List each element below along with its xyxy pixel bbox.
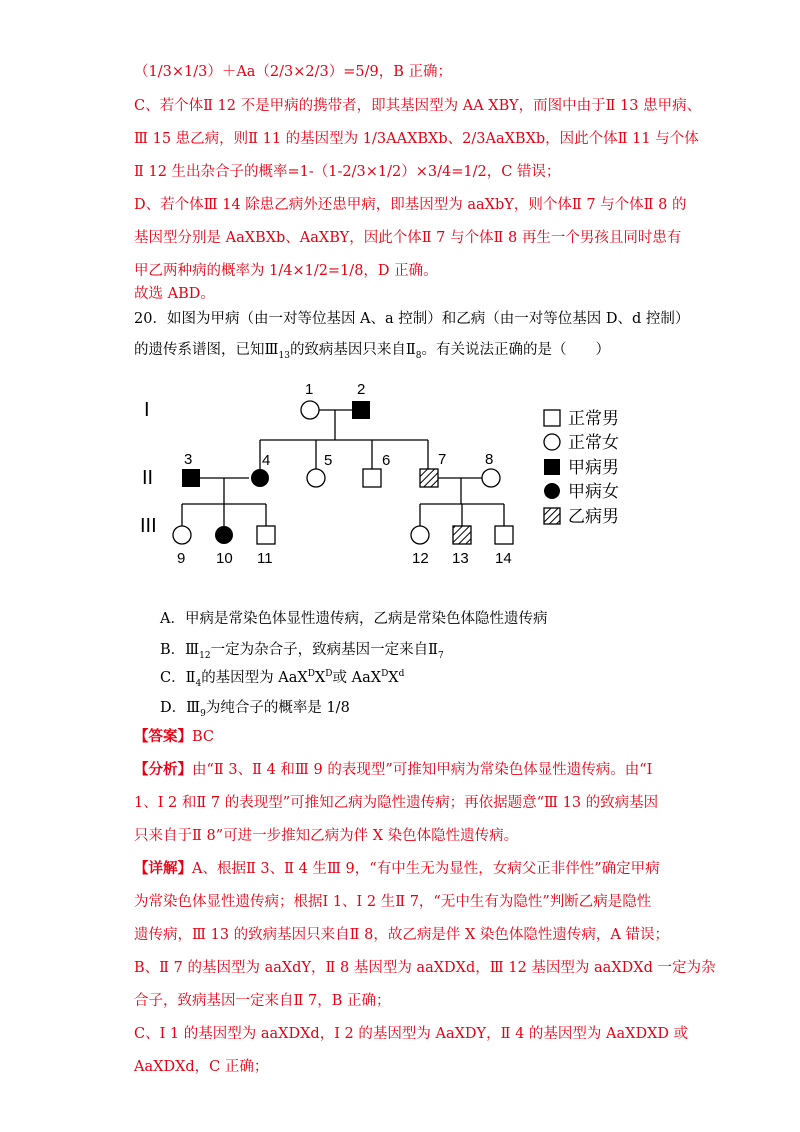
individual-label-1: 1 — [305, 381, 314, 398]
individual-8 — [482, 469, 500, 487]
option-c-sup-1: D — [307, 669, 315, 680]
detail-label: 【详解】 — [134, 860, 192, 877]
prev-solution-line-3: Ⅲ 15 患乙病，则Ⅱ 11 的基因型为 1/3AAXBXb、2/3AaXBXb，因此个体Ⅱ 11 与个体 — [134, 131, 699, 147]
pedigree-diagram — [134, 380, 654, 580]
legend-yi-male: 乙病男 — [568, 507, 619, 526]
prev-solution-line-2: C、若个体Ⅱ 12 不是甲病的携带者，即其基因型为 AA XBY，而图中由于Ⅱ 13 患甲病、 — [134, 98, 702, 114]
individual-5 — [307, 469, 325, 487]
option-c-mid: 的基因型为 AaX — [201, 670, 308, 686]
legend-normal-male-symbol — [544, 410, 560, 426]
legend-yi-male-symbol — [544, 508, 560, 524]
individual-label-5: 5 — [324, 452, 333, 469]
individual-label-6: 6 — [382, 452, 391, 469]
answer-label: 【答案】 — [134, 728, 192, 745]
individual-label-8: 8 — [485, 451, 494, 468]
analysis-text-1: 由“Ⅱ 3、Ⅱ 4 和Ⅲ 9 的表现型”可推知甲病为常染色体显性遗传病。由“Ⅰ — [192, 762, 653, 778]
individual-label-12: 12 — [412, 550, 429, 567]
individual-label-11: 11 — [257, 550, 273, 567]
individual-4 — [251, 469, 269, 487]
individual-13 — [453, 526, 471, 544]
analysis-label: 【分析】 — [134, 761, 192, 778]
option-d-post: 为纯合子的概率是 1/8 — [205, 700, 350, 716]
detail-line-7: AaXDXd，C 正确； — [134, 1059, 269, 1075]
prev-solution-line-1: （1/3×1/3）＋Aa（2/3×2/3）=5/9，B 正确； — [134, 64, 453, 80]
option-d — [160, 698, 350, 718]
individual-7 — [420, 469, 438, 487]
individual-label-14: 14 — [495, 550, 512, 567]
individual-6 — [363, 469, 381, 487]
detail-line-5: 合子，致病基因一定来自Ⅱ 7，B 正确； — [134, 993, 391, 1009]
option-d-sub: 9 — [200, 708, 206, 719]
question-stem-line-1 — [134, 309, 689, 329]
pedigree-lines — [182, 410, 504, 526]
question-stem-1: 如图为甲病（由一对等位基因 A、a 控制）和乙病（由一对等位基因 D、d 控制） — [166, 311, 690, 327]
detail-line-4: B、Ⅱ 7 的基因型为 aaXdY，Ⅱ 8 基因型为 aaXDXd，Ⅲ 12 基因型为 aaXDXd 一定为杂 — [134, 960, 716, 976]
option-c-pre: C．Ⅱ — [160, 670, 196, 686]
individual-9 — [173, 526, 191, 544]
answer-value: BC — [192, 729, 215, 745]
option-a: A．甲病是常染色体显性遗传病，乙病是常染色体隐性遗传病 — [160, 611, 548, 627]
gen-label-II: II — [142, 467, 154, 489]
answer-line — [134, 727, 214, 747]
legend-normal-female-symbol — [544, 434, 560, 450]
question-number: 20． — [134, 311, 167, 327]
option-b — [160, 640, 444, 660]
legend-jia-female: 甲病女 — [568, 482, 619, 501]
detail-line-3: 遗传病，Ⅲ 13 的致病基因只来自Ⅱ 8，故乙病是伴 X 染色体隐性遗传病，A 错误； — [134, 927, 669, 943]
option-c-sub: 4 — [195, 678, 202, 689]
option-d-pre: D．Ⅲ — [160, 700, 201, 716]
legend-jia-male: 甲病男 — [568, 458, 619, 477]
analysis-line-2: 1、Ⅰ 2 和Ⅱ 7 的表现型”可推知乙病为隐性遗传病；再依据题意“Ⅲ 13 的致病基因 — [134, 795, 659, 811]
detail-line-2: 为常染色体显性遗传病；根据Ⅰ 1、Ⅰ 2 生Ⅱ 7，“无中生有为隐性”判断乙病是隐性 — [134, 894, 652, 910]
individual-14 — [495, 526, 513, 544]
individual-label-2: 2 — [357, 381, 366, 398]
individual-label-10: 10 — [216, 550, 233, 567]
individual-label-7: 7 — [438, 451, 447, 468]
individual-1 — [301, 401, 319, 419]
legend-jia-female-symbol — [544, 483, 560, 499]
legend-normal-male: 正常男 — [568, 409, 619, 428]
question-stem-sub-1: 13 — [278, 350, 290, 361]
legend-normal-female: 正常女 — [568, 433, 619, 452]
prev-solution-line-8: 故选 ABD。 — [134, 286, 215, 302]
legend-jia-male-symbol — [544, 459, 560, 475]
prev-solution-line-4: Ⅱ 12 生出杂合子的概率=1-（1-2/3×1/2）×3/4=1/2，C 错误； — [134, 164, 561, 180]
analysis-line-3: 只来自于Ⅱ 8”可进一步推知乙病为伴 X 染色体隐性遗传病。 — [134, 828, 519, 844]
question-stem-2b: 的致病基因只来自Ⅱ — [289, 342, 416, 358]
option-c-x-2: X — [314, 670, 326, 686]
individual-12 — [411, 526, 429, 544]
option-c-sup-4: d — [398, 669, 405, 680]
individual-11 — [257, 526, 275, 544]
individual-label-3: 3 — [184, 451, 193, 468]
individual-10 — [215, 526, 233, 544]
detail-line-1 — [134, 859, 660, 879]
option-c-x-4: X — [388, 670, 399, 686]
option-b-sub-2: 7 — [437, 650, 444, 661]
detail-text-1: A、根据Ⅱ 3、Ⅱ 4 生Ⅲ 9，“有中生无为显性，女病父正非伴性”确定甲病 — [192, 861, 660, 877]
individual-label-4: 4 — [262, 452, 271, 469]
prev-solution-line-6: 基因型分别是 AaXBXb、AaXBY，因此个体Ⅱ 7 与个体Ⅱ 8 再生一个男孩且同时患有 — [134, 230, 682, 246]
gen-label-I: I — [144, 399, 150, 421]
pedigree-legend — [544, 409, 619, 526]
gen-label-III: III — [140, 515, 157, 537]
analysis-line-1 — [134, 760, 652, 780]
question-stem-line-2 — [134, 340, 610, 360]
option-b-pre: B．Ⅲ — [160, 642, 200, 658]
question-stem-2c: 。有关说法正确的是（ ） — [421, 342, 611, 358]
option-c-sup-2: D — [325, 669, 333, 680]
prev-solution-line-5: D、若个体Ⅲ 14 除患乙病外还患甲病，即基因型为 aaXbY，则个体Ⅱ 7 与个体Ⅱ 8 的 — [134, 197, 687, 213]
option-b-sub-1: 12 — [199, 650, 211, 661]
individual-label-9: 9 — [177, 550, 186, 567]
question-stem-sub-2: 8 — [415, 350, 422, 361]
individual-3 — [182, 469, 200, 487]
prev-solution-line-7: 甲乙两种病的概率为 1/4×1/2=1/8，D 正确。 — [134, 263, 438, 279]
option-c — [160, 668, 404, 688]
option-c-or: 或 AaX — [332, 670, 382, 686]
question-stem-2a: 的遗传系谱图，已知Ⅲ — [134, 342, 279, 358]
option-b-mid: 一定为杂合子，致病基因一定来自Ⅱ — [210, 642, 438, 658]
option-c-sup-3: D — [381, 669, 389, 680]
individual-label-13: 13 — [452, 550, 469, 567]
detail-line-6: C、Ⅰ 1 的基因型为 aaXDXd，Ⅰ 2 的基因型为 AaXDY，Ⅱ 4 的基因型为 AaXDXD 或 — [134, 1026, 689, 1042]
individual-2 — [352, 401, 370, 419]
